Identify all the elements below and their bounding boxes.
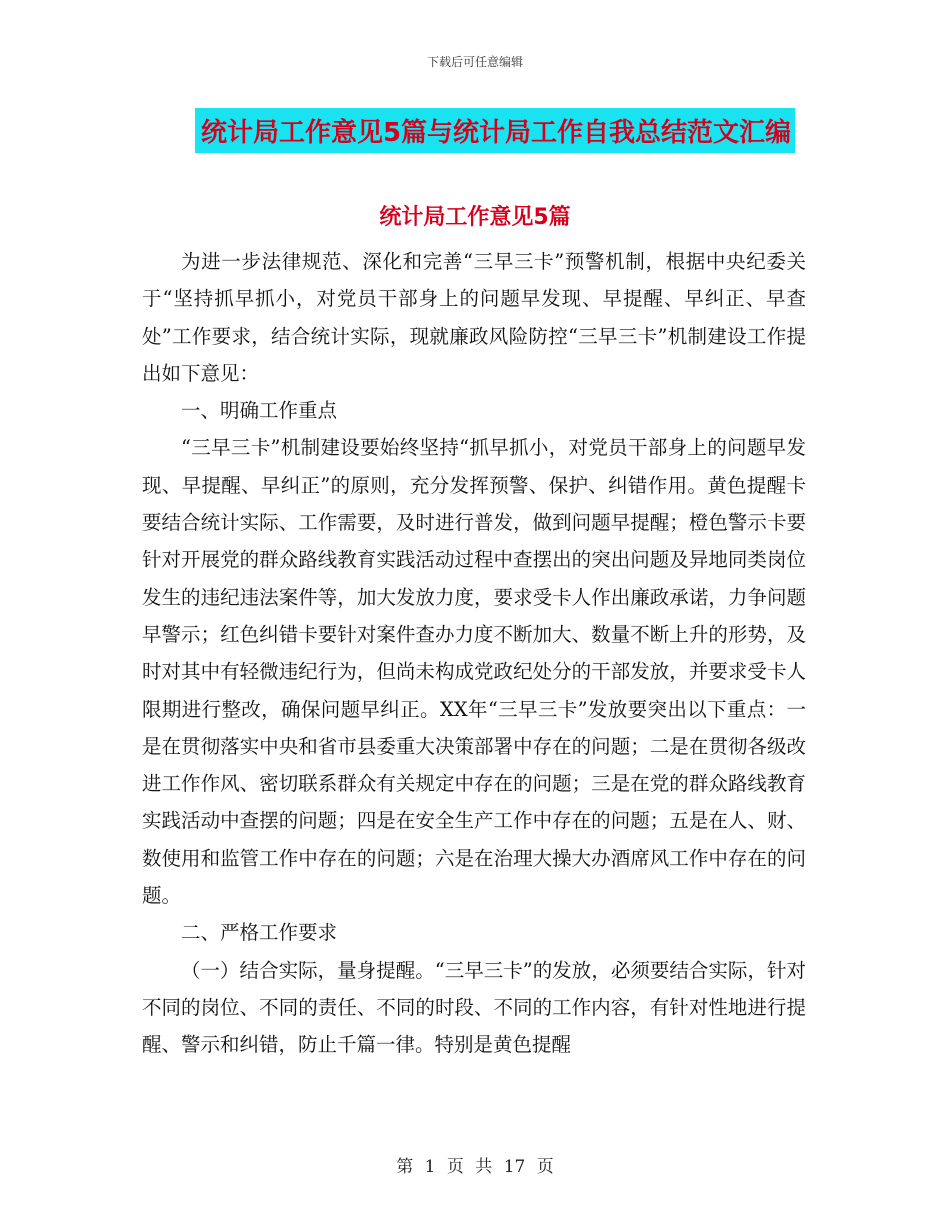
document-body bbox=[142, 243, 806, 1064]
page-footer: 第 1 页 共 17 页 bbox=[396, 1157, 554, 1177]
header-note: 下载后可任意编辑 bbox=[426, 55, 523, 69]
paragraph-focus: “三早三卡”机制建设要始终坚持“抓早抓小，对党员干部身上的问题早发现、早提醒、早纠正”的原则，充分发挥预警、保护、纠错作用。黄色提醒卡要结合统计实际、工作需要，及时进行普发，做到问题早提醒；橙色警示卡要针对开展党的群众路线教育实践活动过程中查摆出的突出问题及异地同类岗位发生的违纪违法案件等，加大发放力度，要求受卡人作出廉政承诺，力争问题早警示；红色纠错卡要针对案件查办力度不断加大、数量不断上升的形势，及时对其中有轻微违纪行为，但尚未构成党政纪处分的干部发放，并要求受卡人限期进行整改，确保问题早纠正。XX年“三早三卡”发放要突出以下重点：一是在贯彻落实中央和省市县委重大决策部署中存在的问题；二是在贯彻各级改进工作作风、密切联系群众有关规定中存在的问题；三是在党的群众路线教育实践活动中查摆的问题；四是在安全生产工作中存在的问题；五是在人、财、数使用和监管工作中存在的问题；六是在治理大操大办酒席风工作中存在的问题。 bbox=[142, 436, 806, 908]
section-title: 统计局工作意见5篇 bbox=[379, 205, 571, 230]
heading-2: 二、严格工作要求 bbox=[181, 921, 338, 945]
paragraph-requirements: （一）结合实际，量身提醒。“三早三卡”的发放，必须要结合实际，针对不同的岗位、不同的责任、不同的时段、不同的工作内容，有针对性地进行提醒、警示和纠错，防止千篇一律。特别是黄色提醒 bbox=[142, 958, 806, 1057]
doc-title: 统计局工作意见5篇与统计局工作自我总结范文汇编 bbox=[195, 108, 795, 153]
paragraph-intro: 为进一步法律规范、深化和完善“三早三卡”预警机制，根据中央纪委关于“坚持抓早抓小，对党员干部身上的问题早发现、早提醒、早纠正、早查处”工作要求，结合统计实际，现就廉政风险防控“三早三卡”机制建设工作提出如下意见： bbox=[142, 250, 806, 385]
doc-title-wrap bbox=[0, 108, 950, 153]
heading-1: 一、明确工作重点 bbox=[181, 399, 338, 423]
